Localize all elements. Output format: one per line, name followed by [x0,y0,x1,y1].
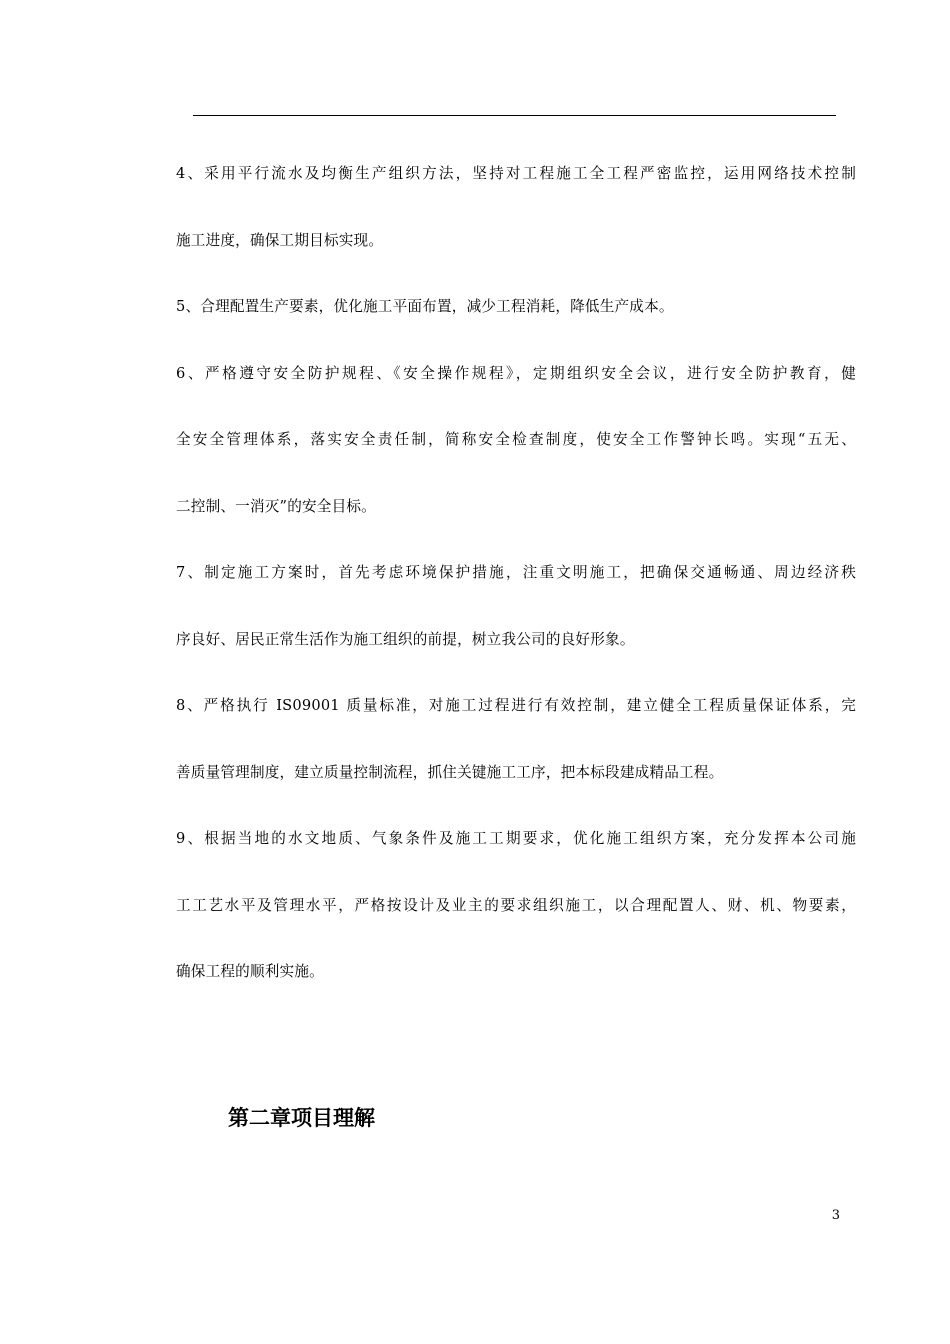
text-line: 8、严格执行 IS09001 质量标准，对施工过程进行有效控制，建立健全工程质量保证体系，完 [176,697,856,714]
paragraph-item-4 [176,154,856,287]
text-line: 6、严格遵守安全防护规程、《安全操作规程》，定期组织安全会议，进行安全防护教育，健 [176,364,856,382]
text-line: 序良好、居民正常生活作为施工组织的前提，树立我公司的良好形象。 [176,630,635,648]
text-line: 确保工程的顺利实施。 [176,963,324,980]
paragraph-item-7 [176,553,856,686]
header-rule [193,115,836,116]
text-line: 全安全管理体系，落实安全责任制，简称安全检查制度，使安全工作警钟长鸣。实现“五无、 [176,431,856,448]
text-line: 9、根据当地的水文地质、气象条件及施工工期要求，优化施工组织方案，充分发挥本公司施 [176,830,856,847]
chapter-title: 第二章项目理解 [228,1105,375,1130]
text-line: 工工艺水平及管理水平，严格按设计及业主的要求组织施工，以合理配置人、财、机、物要素， [176,896,856,914]
paragraph-item-5 [176,287,856,354]
page-number: 3 [831,1208,840,1223]
body-text [176,154,856,1019]
text-line: 7、制定施工方案时，首先考虑环境保护措施，注重文明施工，把确保交通畅通、周边经济秩 [176,564,856,581]
text-line: 4、采用平行流水及均衡生产组织方法，坚持对工程施工全工程严密监控，运用网络技术控制 [176,165,856,182]
text-line: 二控制、一消灭”的安全目标。 [176,497,376,515]
paragraph-item-9 [176,819,856,1019]
text-line: 5、合理配置生产要素，优化施工平面布置，减少工程消耗，降低生产成本。 [176,298,674,315]
text-line: 施工进度，确保工期目标实现。 [176,231,384,249]
paragraph-item-6 [176,354,856,554]
paragraph-item-8 [176,686,856,819]
text-line: 善质量管理制度，建立质量控制流程，抓住关键施工工序，把本标段建成精品工程。 [176,763,724,781]
